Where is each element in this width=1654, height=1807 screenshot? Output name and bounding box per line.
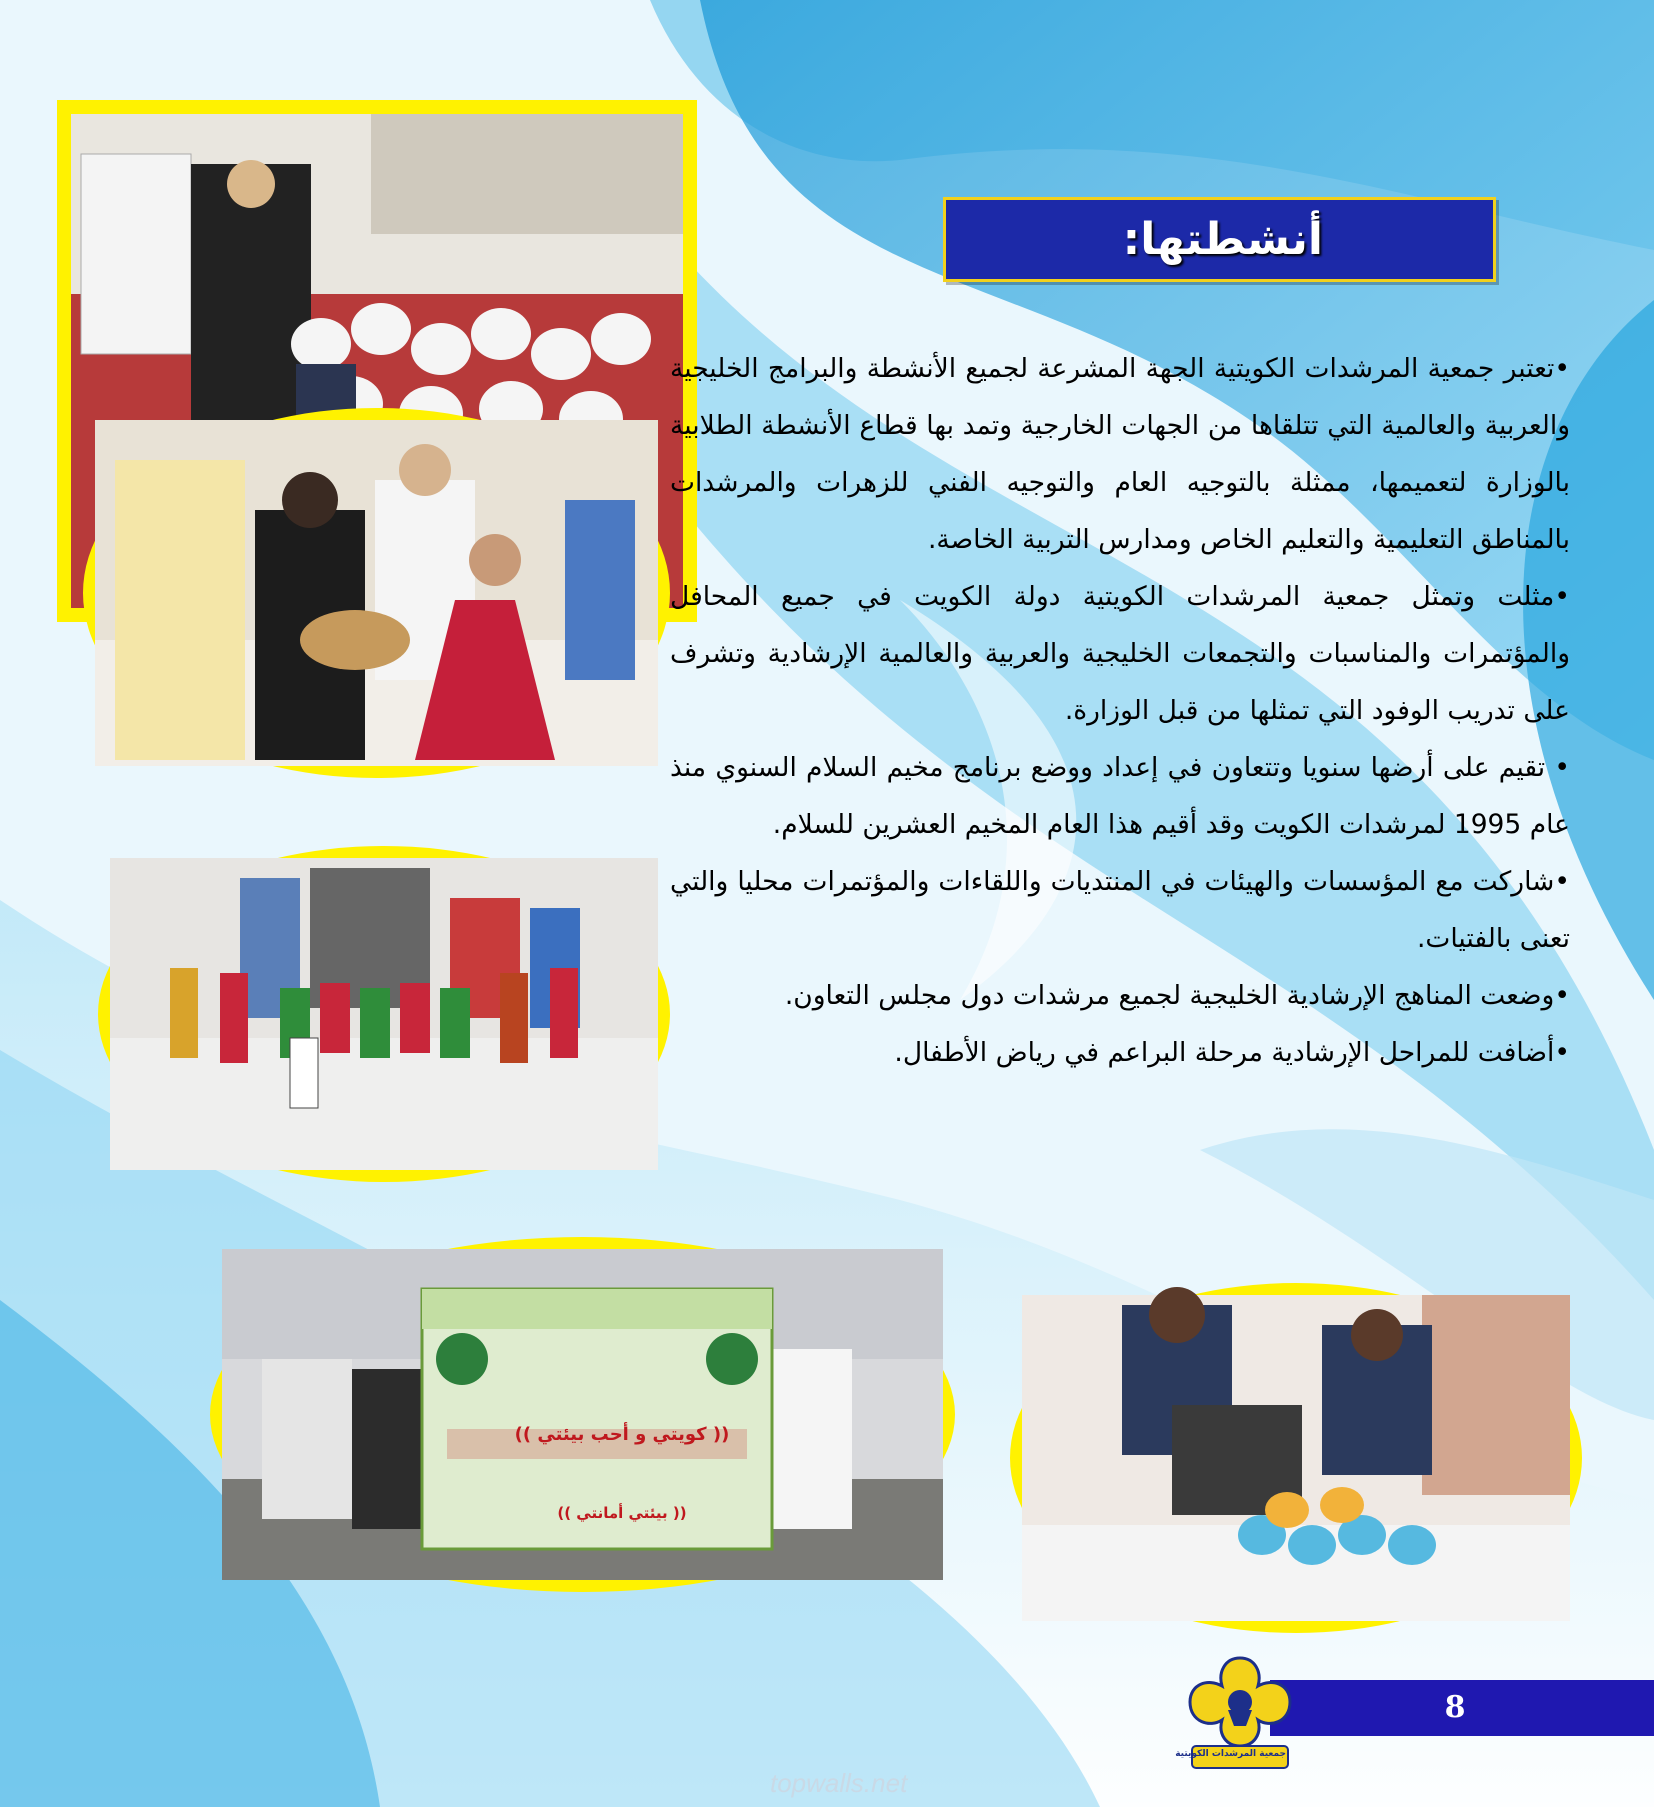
photo-gift-presentation	[83, 408, 670, 778]
dancing-photo-illustration	[110, 858, 658, 1170]
page-number: 8	[1444, 1690, 1466, 1725]
photo-scouts-packing	[1010, 1283, 1582, 1633]
paragraph-3: • تقيم على أرضها سنويا وتتعاون في إعداد ووضع برنامج مخيم السلام السنوي منذ عام 1995 لمرشدات الكويت وقد أقيم هذا العام المخيم العشرين للسلام.	[670, 752, 1570, 840]
watermark: topwalls.net	[770, 1768, 908, 1798]
section-heading-box	[943, 197, 1496, 282]
banner-photo-illustration	[222, 1249, 943, 1580]
scouts-photo-illustration	[1022, 1295, 1570, 1621]
paragraph-5: •وضعت المناهج الإرشادية الخليجية لجميع مرشدات دول مجلس التعاون.	[784, 980, 1570, 1011]
gift-photo-illustration	[95, 420, 658, 766]
banner-slogan: (( كويتي و أحب بيئتي ))	[514, 1424, 730, 1445]
activities-text	[670, 340, 1570, 1081]
paragraph-6: •أضافت للمراحل الإرشادية مرحلة البراعم في رياض الأطفال.	[894, 1037, 1570, 1068]
paragraph-1: •تعتبر جمعية المرشدات الكويتية الجهة المشرعة لجميع الأنشطة والبرامج الخليجية والعربية والعالمية التي تتلقاها من الجهات الخارجية وتمد بها قطاع الأنشطة الطلابية بالوزارة لتعميمها، ممثلة بالتوجيه العام والتوجيه الفني للزهرات والمرشدات بالمناطق التعليمية والتعليم الخاص ومدارس التربية الخاصة.	[670, 353, 1570, 555]
section-heading: أنشطتها:	[1122, 214, 1323, 265]
banner-subslogan: (( بيئتي أمانتي ))	[557, 1504, 687, 1522]
paragraph-4: •شاركت مع المؤسسات والهيئات في المنتديات واللقاءات والمؤتمرات محليا والتي تعنى بالفتيات.	[670, 866, 1570, 954]
photo-environment-banner	[210, 1237, 955, 1592]
logo-caption: جمعية المرشدات الكويتية	[1175, 1749, 1286, 1759]
paragraph-2: •مثلت وتمثل جمعية المرشدات الكويتية دولة الكويت في جميع المحافل والمؤتمرات والمناسبات والتجمعات الخليجية والعربية والعالمية الإرشادية وتشرف على تدريب الوفود التي تمثلها من قبل الوزارة.	[670, 581, 1570, 726]
girl-guides-logo	[1175, 1650, 1300, 1775]
photo-children-dancing	[98, 846, 670, 1182]
